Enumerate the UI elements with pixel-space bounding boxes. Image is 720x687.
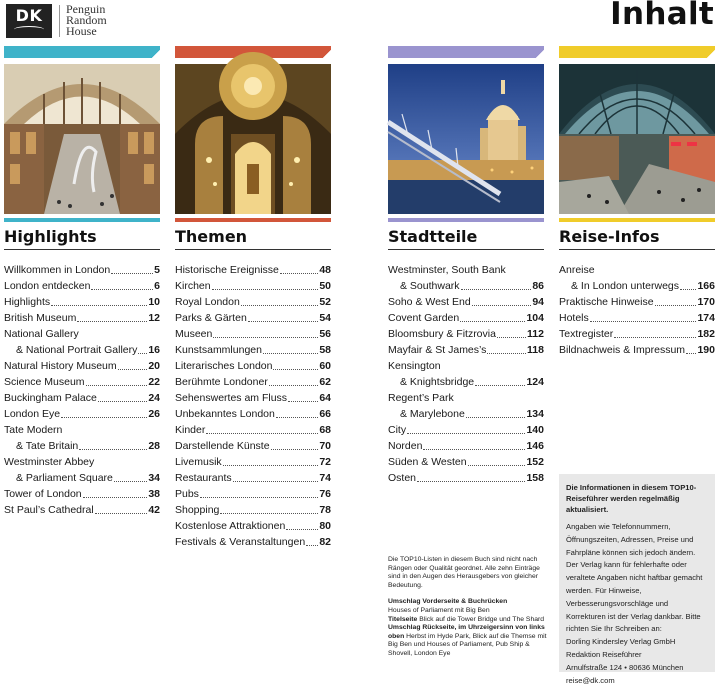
toc-page-number: 146 [526,440,544,452]
dot-leader [280,273,318,274]
toc-entry-title: Science Museum [4,376,85,388]
section-bar [175,218,331,222]
dot-leader [407,433,525,434]
toc-entry[interactable] [388,262,544,294]
toc-page-number: 78 [319,504,331,516]
toc-entry[interactable] [388,310,544,326]
section-title: Stadtteile [388,227,478,246]
toc-entry-title: Festivals & Veranstaltungen [175,536,306,548]
toc-page-number: 170 [697,296,715,308]
dot-leader [686,353,696,354]
toc-entry-title-cont: & Knightsbridge [400,376,475,388]
top10-disclaimer: Die TOP10-Listen in diesem Buch sind nicht nach Rängen oder Qualität geordnet. Alle zehn Einträge sind in den Augen des Herausgebers von gleicher Bedeutung. [388,556,540,589]
toc-entry-title: Museen [175,328,213,340]
dot-leader [472,305,532,306]
toc-page-number: 52 [319,296,331,308]
dot-leader [475,385,525,386]
toc-page-number: 64 [319,392,331,404]
toc-entry-title: Kinder [175,424,206,436]
toc-entry[interactable] [4,310,160,326]
museum-hall-photo [4,64,160,214]
toc-page-number: 104 [526,312,544,324]
toc-entry[interactable] [175,390,331,406]
toc-page-number: 54 [319,312,331,324]
toc-entry-title: Natural History Museum [4,360,117,372]
dot-leader [83,497,148,498]
dot-leader [417,481,525,482]
dot-leader [91,289,153,290]
toc-entry-title: Tower of London [4,488,82,500]
info-box-body: Angaben wie Telefonnummern, Öffnungszeiten, Adressen, Preise und Fahrpläne können sich jedoch ändern. Der Verlag kann für fehlerhafte oder veraltete Angaben nicht haftbar gemacht werden. Für Hinweise, Verbesserungsvorschläge und Korrekturen ist der Verlag dankbar. Bitte richten Sie Ihr Schreiben an: [566,522,703,634]
toc-entry[interactable] [4,374,160,390]
dot-leader [423,449,525,450]
toc-entry[interactable] [175,518,331,534]
section-bar [388,218,544,222]
toc-entry-title: Soho & West End [388,296,471,308]
section-bar [559,218,715,222]
toc-page-number: 134 [526,408,544,420]
toc-page-number: 94 [532,296,544,308]
toc-entry-title-cont: & Tate Britain [16,440,79,452]
dot-leader [466,417,526,418]
toc-page-number: 124 [526,376,544,388]
dot-leader [79,449,147,450]
toc-page-number: 158 [526,472,544,484]
dot-leader [61,417,147,418]
toc-page-number: 140 [526,424,544,436]
toc-entry-title: Berühmte Londoner [175,376,268,388]
toc-page-number: 60 [319,360,331,372]
toc-entry-title: Praktische Hinweise [559,296,654,308]
station-hall-photo [559,64,715,214]
toc-entry[interactable] [175,470,331,486]
toc-entry[interactable] [388,422,544,438]
dot-leader [98,401,148,402]
section-tab [4,46,160,58]
info-box-heading: Die Informationen in diesem TOP10-Reiseführer werden regelmäßig aktualisiert. [566,483,697,514]
toc-entry[interactable] [559,310,715,326]
cover-credits-note [388,556,548,659]
dot-leader [306,545,318,546]
toc-page-number: 80 [319,520,331,532]
toc-entry[interactable] [175,534,331,550]
cover-credits: Umschlag Vorderseite & Buchrücken Houses of Parliament mit Big Ben Titelseite Blick auf die Tower Bridge und The Shard Umschlag Rückseite, im Uhrzeigersinn von links oben Herbst im Hyde Park, Blick auf die Themse mit Big Ben und Houses of Parliament, Pub Ship & Shovell, London Eye [388,598,547,657]
toc-list [175,262,331,550]
toc-entry-title: British Museum [4,312,77,324]
toc-entry-title-cont: & Marylebone [400,408,465,420]
toc-entry-title-cont: & Parliament Square [16,472,113,484]
section-themen [175,46,331,550]
toc-page-number: 62 [319,376,331,388]
toc-entry[interactable] [175,358,331,374]
dot-leader [286,529,318,530]
dot-leader [220,513,318,514]
toc-entry[interactable] [175,502,331,518]
toc-entry-title: Literarisches London [175,360,273,372]
toc-entry[interactable] [175,406,331,422]
toc-page-number: 86 [532,280,544,292]
toc-page-number: 66 [319,408,331,420]
toc-entry[interactable] [4,486,160,502]
toc-entry-title: City [388,424,407,436]
toc-entry[interactable] [388,294,544,310]
toc-entry[interactable] [4,294,160,310]
dot-leader [590,321,697,322]
toc-entry[interactable] [559,294,715,310]
toc-entry[interactable] [559,342,715,358]
toc-page-number: 16 [148,344,160,356]
toc-entry-title-cont: & In London unterwegs [571,280,679,292]
toc-entry-title: Pubs [175,488,199,500]
toc-page-number: 38 [148,488,160,500]
dot-leader [487,353,526,354]
dot-leader [460,321,525,322]
toc-page-number: 174 [697,312,715,324]
section-title: Highlights [4,227,97,246]
toc-page-number: 182 [697,328,715,340]
toc-entry[interactable] [4,422,160,454]
toc-entry-title: Kostenlose Attraktionen [175,520,286,532]
toc-entry-title: Willkommen in London [4,264,111,276]
toc-page-number: 24 [148,392,160,404]
toc-entry-title: Sehenswertes am Fluss [175,392,288,404]
address-line: Arnulfstraße 124 • 80636 München [566,662,684,672]
toc-entry-title: Norden [388,440,423,452]
toc-entry[interactable] [388,342,544,358]
section-bar [4,218,160,222]
toc-entry[interactable] [4,358,160,374]
toc-entry-title: Bildnachweis & Impressum [559,344,686,356]
dot-leader [497,337,526,338]
toc-entry-title: Kunstsammlungen [175,344,262,356]
toc-page-number: 6 [154,280,160,292]
section-stadtteile [388,46,544,486]
dot-leader [86,385,148,386]
toc-entry[interactable] [175,294,331,310]
toc-page-number: 118 [527,344,544,356]
section-tab [559,46,715,58]
toc-page-number: 34 [148,472,160,484]
dot-leader [680,289,696,290]
dot-leader [206,433,318,434]
toc-list [559,262,715,358]
toc-entry-title: Regent’s Park [388,392,454,404]
toc-entry[interactable] [4,390,160,406]
toc-page-number: 56 [319,328,331,340]
dot-leader [288,401,318,402]
dot-leader [200,497,318,498]
dot-leader [655,305,697,306]
dot-leader [614,337,696,338]
toc-entry[interactable] [175,374,331,390]
toc-entry[interactable] [175,438,331,454]
toc-page-number: 42 [148,504,160,516]
toc-page-number: 74 [319,472,331,484]
publisher-logo [6,4,107,38]
dot-leader [276,417,318,418]
email-link[interactable]: reise@dk.com [566,675,615,685]
section-tab [388,46,544,58]
dot-leader [248,321,319,322]
toc-entry[interactable] [175,310,331,326]
toc-entry-title: Parks & Gärten [175,312,247,324]
toc-page-number: 70 [319,440,331,452]
toc-entry-title: Historische Ereignisse [175,264,279,276]
page-title: Inhalt [610,0,714,32]
toc-entry[interactable] [559,326,715,342]
section-title: Themen [175,227,248,246]
toc-entry-title: Hotels [559,312,589,324]
toc-page-number: 50 [319,280,331,292]
dot-leader [233,481,319,482]
toc-list [388,262,544,486]
toc-page-number: 82 [319,536,331,548]
address-line: Dorling Kindersley Verlag GmbH [566,637,676,647]
toc-page-number: 72 [319,456,331,468]
toc-entry-title: Süden & Westen [388,456,467,468]
toc-entry[interactable] [175,278,331,294]
dot-leader [212,289,319,290]
toc-entry-title: Shopping [175,504,220,516]
section-reiseinfos [559,46,715,358]
toc-entry-title: Kirchen [175,280,211,292]
toc-entry-title: Restaurants [175,472,232,484]
toc-entry[interactable] [4,262,160,278]
toc-page-number: 76 [319,488,331,500]
toc-entry[interactable] [175,422,331,438]
toc-entry-title: Mayfair & St James’s [388,344,487,356]
toc-entry[interactable] [388,454,544,470]
dot-leader [241,305,319,306]
toc-entry[interactable] [388,358,544,390]
dot-leader [273,369,318,370]
toc-entry-title: Tate Modern [4,424,63,436]
toc-page-number: 58 [319,344,331,356]
toc-entry[interactable] [175,454,331,470]
toc-entry[interactable] [388,470,544,486]
dot-leader [138,353,147,354]
dot-leader [461,289,532,290]
toc-entry[interactable] [175,486,331,502]
dot-leader [118,369,148,370]
toc-page-number: 5 [154,264,160,276]
toc-entry[interactable] [388,390,544,422]
toc-entry-title: Bloomsbury & Fitzrovia [388,328,496,340]
toc-page-number: 20 [148,360,160,372]
dot-leader [111,273,153,274]
toc-entry[interactable] [175,326,331,342]
dot-leader [263,353,318,354]
dot-leader [51,305,147,306]
toc-page-number: 68 [319,424,331,436]
toc-page-number: 48 [319,264,331,276]
cathedral-interior-photo [175,64,331,214]
toc-page-number: 166 [697,280,715,292]
toc-page-number: 190 [697,344,715,356]
section-rule [388,249,544,250]
toc-entry-title: Osten [388,472,417,484]
toc-entry[interactable] [388,438,544,454]
toc-entry[interactable] [4,454,160,486]
toc-entry-title: Livemusik [175,456,222,468]
toc-entry-title: National Gallery [4,328,79,340]
section-rule [4,249,160,250]
address-line: Redaktion Reiseführer [566,649,642,659]
toc-entry-title: Westminster Abbey [4,456,95,468]
toc-page-number: 152 [526,456,544,468]
st-pauls-bridge-photo [388,64,544,214]
dot-leader [271,449,319,450]
toc-entry-title: Highlights [4,296,51,308]
toc-entry-title: St Paul’s Cathedral [4,504,94,516]
section-title: Reise-Infos [559,227,660,246]
toc-page-number: 112 [527,328,544,340]
toc-page-number: 10 [148,296,160,308]
dot-leader [77,321,147,322]
toc-entry[interactable] [4,278,160,294]
toc-entry-title: Anreise [559,264,595,276]
logo-divider [59,5,60,37]
toc-page-number: 26 [148,408,160,420]
publisher-name: Penguin Random House [66,2,107,38]
toc-list [4,262,160,518]
dot-leader [95,513,148,514]
toc-page-number: 12 [148,312,160,324]
toc-entry[interactable] [4,502,160,518]
toc-entry-title: Covent Garden [388,312,460,324]
dot-leader [468,465,526,466]
toc-entry-title: Darstellende Künste [175,440,270,452]
dot-leader [114,481,147,482]
section-highlights [4,46,160,518]
toc-entry[interactable] [175,262,331,278]
toc-page-number: 28 [148,440,160,452]
toc-entry[interactable] [559,262,715,294]
toc-entry[interactable] [4,406,160,422]
toc-entry-title: Buckingham Palace [4,392,97,404]
section-rule [175,249,331,250]
toc-page-number: 22 [148,376,160,388]
dot-leader [223,465,319,466]
update-info-box [559,474,715,685]
dk-logo-mark: DK [6,4,52,38]
dot-leader [213,337,318,338]
toc-entry-title: Textregister [559,328,614,340]
toc-entry-title: London entdecken [4,280,91,292]
toc-entry-title-cont: & National Portrait Gallery [16,344,138,356]
toc-entry[interactable] [175,342,331,358]
dot-leader [269,385,318,386]
toc-entry-title: Unbekanntes London [175,408,275,420]
toc-entry-title: Royal London [175,296,240,308]
toc-entry[interactable] [388,326,544,342]
toc-entry-title: Kensington [388,360,441,372]
toc-entry[interactable] [4,326,160,358]
toc-entry-title: London Eye [4,408,61,420]
toc-entry-title: Westminster, South Bank [388,264,506,276]
toc-entry-title-cont: & Southwark [400,280,460,292]
section-rule [559,249,715,250]
